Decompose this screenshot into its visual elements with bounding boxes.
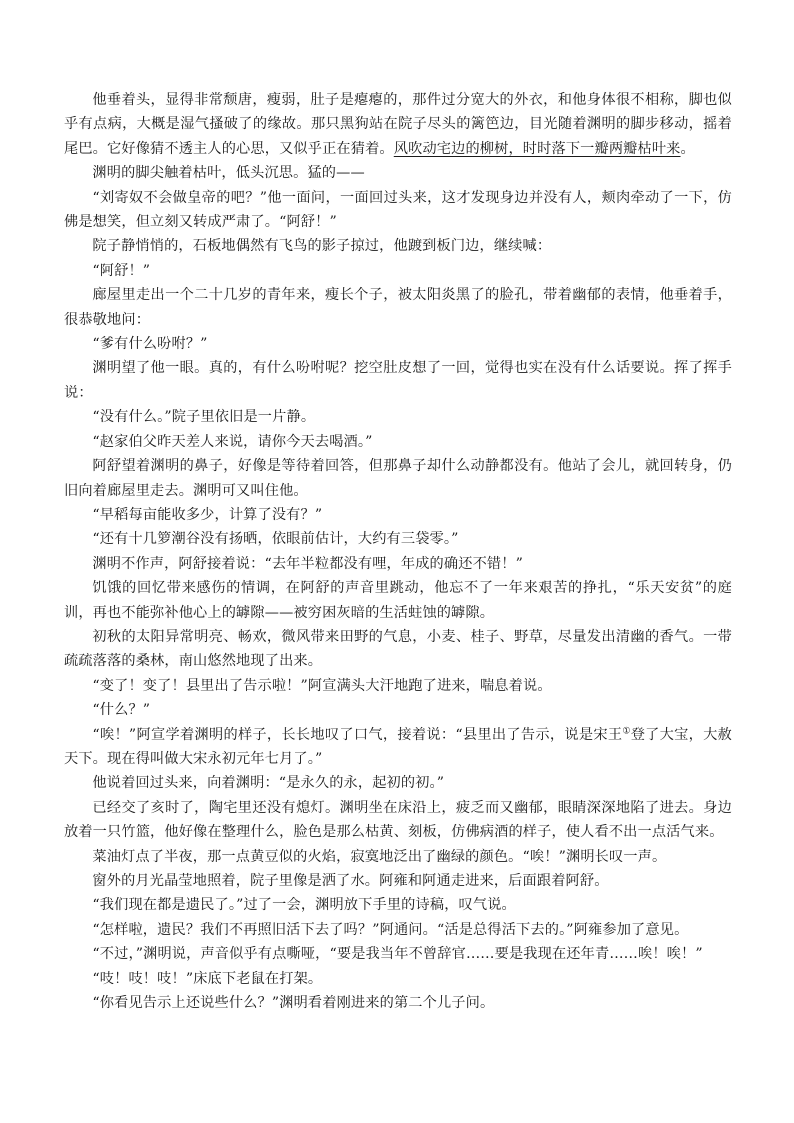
paragraph-23: 窗外的月光晶莹地照着，院子里像是洒了水。阿雍和阿通走进来，后面跟着阿舒。 xyxy=(92,873,609,889)
underlined-sentence: 风吹动宅边的柳树，时时落下一瓣两瓣枯叶来 xyxy=(393,140,681,157)
paragraph-16: 初秋的太阳异常明亮、畅欢，微风带来田野的气息，小麦、桂子、野草，尽量发出清幽的香气。一带疏疏落落的桑林，南山悠然地现了出来。 xyxy=(64,628,732,670)
footnote-marker: ① xyxy=(622,725,631,736)
paragraph-2: 渊明的脚尖触着枯叶，低头沉思。猛的—— xyxy=(92,165,365,182)
paragraph-11: 阿舒望着渊明的鼻子，好像是等待着回答，但那鼻子却什么动静都没有。他站了会儿，就回转身，仍旧向着廊屋里走去。渊明可又叫住他。 xyxy=(64,458,732,499)
paragraph-26: “不过，”渊明说，声音似乎有点嘶哑，“要是我当年不曾辞官……要是我现在还年青……唉！唉！” xyxy=(92,946,703,963)
paragraph-13: “还有十几箩潮谷没有扬晒，依眼前估计，大约有三袋零。” xyxy=(92,531,459,548)
paragraph-20: 他说着回过头来，向着渊明：“是永久的永，起初的初。” xyxy=(92,775,445,792)
paragraph-4: 院子静悄悄的，石板地偶然有飞鸟的影子掠过，他踱到板门边，继续喊： xyxy=(92,238,552,255)
document-body xyxy=(64,88,732,1015)
paragraph-27: “吱！吱！吱！”床底下老鼠在打架。 xyxy=(92,970,323,987)
paragraph-15: 饥饿的回忆带来感伤的情调，在阿舒的声音里跳动，他忘不了一年来艰苦的挣扎，“乐天安贫”的庭训，再也不能弥补他心上的罅隙——被穷困灰暗的生活蛀蚀的罅隙。 xyxy=(64,580,732,621)
paragraph-5: “阿舒！” xyxy=(92,262,151,279)
paragraph-7: “爹有什么吩咐？” xyxy=(92,336,208,353)
paragraph-19: “唉！”阿宣学着渊明的样子，长长地叹了口气，接着说：“县里出了告示，说是宋王①登了大宝，大赦天下。现在得叫做大宋永初元年七月了。” xyxy=(64,725,732,767)
paragraph-14: 渊明不作声，阿舒接着说：“去年半粒都没有哩，年成的确还不错！” xyxy=(92,555,523,572)
paragraph-6: 廊屋里走出一个二十几岁的青年来，瘦长个子，被太阳炎黑了的脸孔，带着幽郁的表情，他垂着手，很恭敬地问： xyxy=(64,287,732,328)
paragraph-17: “变了！变了！县里出了告示啦！”阿宣满头大汗地跑了进来，喘息着说。 xyxy=(92,677,552,694)
paragraph-8: 渊明望了他一眼。真的，有什么吩咐呢？挖空肚皮想了一回，觉得也实在没有什么话要说。挥了挥手说： xyxy=(64,360,732,401)
paragraph-9: “没有什么。”院子里依旧是一片静。 xyxy=(92,409,316,426)
paragraph-21: 已经交了亥时了，陶宅里还没有熄灯。渊明坐在床沿上，疲乏而又幽郁，眼睛深深地陷了进去。身边放着一只竹篮，他好像在整理什么，脸色是那么枯黄、刻板，仿佛病酒的样子，使人看不出一点活气来。 xyxy=(64,799,732,841)
paragraph-1: 他垂着头，显得非常颓唐，瘦弱，肚子是瘪瘪的，那件过分宽大的外衣，和他身体很不相称，脚也似乎有点病，大概是湿气搔破了的缘故。那只黑狗站在院子尽头的篱笆边，目光随着渊明的脚步移动，摇着尾巴。它好像猜不透主人的心思，又似乎正在猜着。风吹动宅边的柳树，时时落下一瓣两瓣枯叶来。 xyxy=(64,92,732,157)
paragraph-18: “什么？” xyxy=(92,702,151,719)
paragraph-10: “赵家伯父昨天差人来说，请你今天去喝酒。” xyxy=(92,433,373,450)
paragraph-24: “我们现在都是遗民了。”过了一会，渊明放下手里的诗稿，叹气说。 xyxy=(92,897,516,914)
paragraph-3: “刘寄奴不会做皇帝的吧？”他一面问，一面回过头来，这才发现身边并没有人，颊肉牵动了一下，仿佛是想笑，但立刻又转成严肃了。“阿舒！” xyxy=(64,189,732,231)
paragraph-12: “早稻每亩能收多少，计算了没有？” xyxy=(92,506,323,523)
paragraph-22: 菜油灯点了半夜，那一点黄豆似的火焰，寂寞地泛出了幽绿的颜色。“唉！”渊明长叹一声。 xyxy=(92,848,667,865)
paragraph-28: “你看见告示上还说些什么？”渊明看着刚进来的第二个儿子问。 xyxy=(92,995,495,1012)
paragraph-25: “怎样啦，遗民？我们不再照旧活下去了吗？”阿通问。“活是总得活下去的。”阿雍参加了意见。 xyxy=(92,921,689,938)
